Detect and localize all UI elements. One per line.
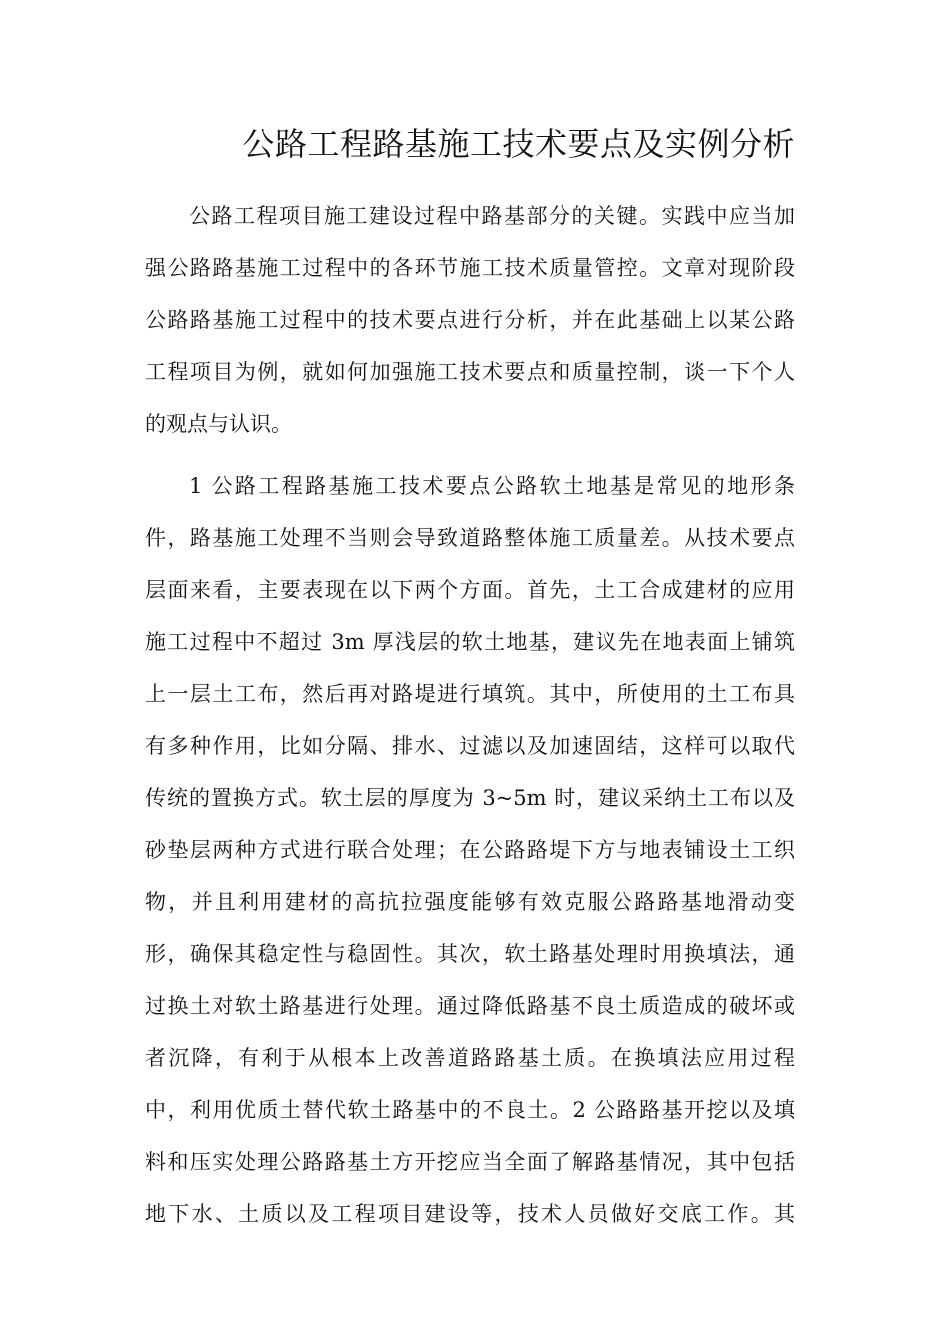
paragraph-main — [145, 460, 795, 1240]
text-line: 施工过程中不超过 3m 厚浅层的软土地基，建议先在地表面上铺筑 — [145, 630, 795, 654]
text-line: 者沉降，有利于从根本上改善道路路基土质。在换填法应用过程 — [145, 1046, 795, 1070]
document-title: 公路工程路基施工技术要点及实例分析 — [242, 125, 795, 163]
text-line: 传统的置换方式。软土层的厚度为 3~5m 时，建议采纳土工布以及 — [145, 786, 795, 810]
text-line: 公路路基施工过程中的技术要点进行分析，并在此基础上以某公路 — [145, 308, 795, 332]
text-line: 上一层土工布，然后再对路堤进行填筑。其中，所使用的土工布具 — [145, 682, 795, 706]
paragraph-spacer — [145, 450, 795, 460]
text-line: 过换土对软土路基进行处理。通过降低路基不良土质造成的破坏或 — [145, 994, 795, 1018]
text-line: 砂垫层两种方式进行联合处理；在公路路堤下方与地表铺设土工织 — [145, 838, 795, 862]
document-body — [145, 190, 795, 1240]
text-line: 的观点与认识。 — [145, 412, 292, 436]
text-line: 强公路路基施工过程中的各环节施工技术质量管控。文章对现阶段 — [145, 256, 795, 280]
text-line: 地下水、土质以及工程项目建设等，技术人员做好交底工作。其 — [145, 1202, 795, 1226]
text-line: 1 公路工程路基施工技术要点公路软土地基是常见的地形条 — [189, 474, 795, 498]
text-line: 层面来看，主要表现在以下两个方面。首先，土工合成建材的应用 — [145, 578, 795, 602]
text-line: 形，确保其稳定性与稳固性。其次，软土路基处理时用换填法，通 — [145, 942, 795, 966]
text-line: 物，并且利用建材的高抗拉强度能够有效克服公路路基地滑动变 — [145, 890, 795, 914]
text-line: 有多种作用，比如分隔、排水、过滤以及加速固结，这样可以取代 — [145, 734, 795, 758]
text-line: 件，路基施工处理不当则会导致道路整体施工质量差。从技术要点 — [145, 526, 795, 550]
text-line: 工程项目为例，就如何加强施工技术要点和质量控制，谈一下个人 — [145, 360, 795, 384]
text-line: 公路工程项目施工建设过程中路基部分的关键。实践中应当加 — [189, 204, 795, 228]
paragraph-abstract — [145, 190, 795, 450]
text-line: 中，利用优质土替代软土路基中的不良土。2 公路路基开挖以及填 — [145, 1098, 795, 1122]
text-line: 料和压实处理公路路基土方开挖应当全面了解路基情况，其中包括 — [145, 1150, 795, 1174]
